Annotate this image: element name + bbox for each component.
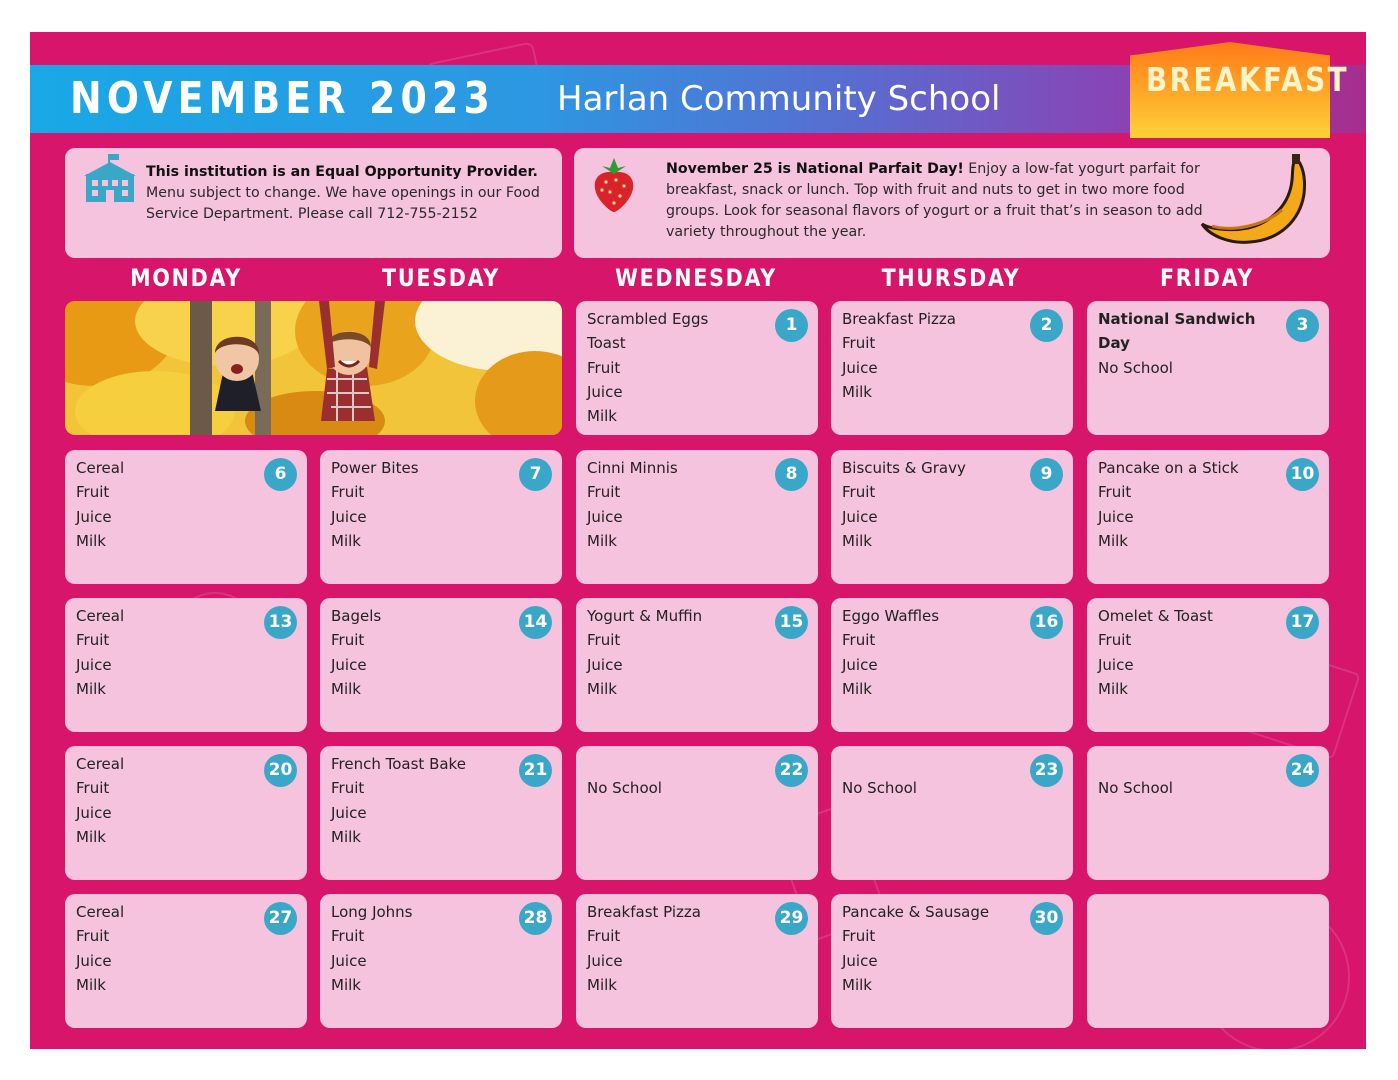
autumn-kids-illustration bbox=[65, 301, 562, 435]
date-number: 27 bbox=[264, 902, 297, 935]
menu-calendar-sheet bbox=[30, 32, 1366, 1049]
menu-item: Fruit bbox=[587, 483, 621, 502]
date-number: 8 bbox=[775, 458, 808, 491]
day-cell-empty bbox=[1087, 894, 1329, 1028]
menu-item: Fruit bbox=[842, 334, 876, 353]
menu-item: No School bbox=[842, 779, 917, 798]
month-title: NOVEMBER 2023 bbox=[70, 73, 496, 124]
day-menu bbox=[842, 604, 1027, 701]
day-menu bbox=[1098, 456, 1283, 553]
equal-opportunity-body: Menu subject to change. We have openings in our Food Service Department. Please call 712-755-2152 bbox=[146, 185, 540, 222]
day-menu bbox=[331, 456, 516, 553]
day-cell-27 bbox=[65, 894, 307, 1028]
day-menu bbox=[587, 900, 772, 997]
date-number: 1 bbox=[775, 309, 808, 342]
menu-item: Juice bbox=[842, 951, 878, 970]
banana-icon bbox=[1198, 154, 1310, 246]
menu-item: Juice bbox=[587, 507, 623, 526]
menu-item: Fruit bbox=[331, 631, 365, 650]
event-title: National Sandwich Day bbox=[1098, 310, 1256, 353]
menu-item: Omelet & Toast bbox=[1098, 607, 1213, 625]
menu-item: Biscuits & Gravy bbox=[842, 459, 966, 477]
menu-item: Juice bbox=[1098, 507, 1134, 526]
menu-item: No School bbox=[1098, 779, 1173, 798]
day-cell-22 bbox=[576, 746, 818, 880]
menu-item: Juice bbox=[842, 655, 878, 674]
menu-item: Cereal bbox=[76, 755, 125, 773]
day-cell-29 bbox=[576, 894, 818, 1028]
schoolhouse-icon bbox=[82, 154, 138, 204]
menu-item: Pancake & Sausage bbox=[842, 903, 990, 921]
menu-item: Breakfast Pizza bbox=[842, 310, 956, 328]
day-menu bbox=[587, 456, 772, 553]
menu-item: Fruit bbox=[842, 927, 876, 946]
menu-item: Milk bbox=[842, 975, 872, 994]
day-menu bbox=[842, 307, 1027, 404]
menu-item: Juice bbox=[76, 507, 112, 526]
parfait-day-notice bbox=[574, 148, 1330, 258]
menu-item: Juice bbox=[331, 507, 367, 526]
date-number: 10 bbox=[1286, 458, 1319, 491]
menu-item: Juice bbox=[331, 803, 367, 822]
day-menu bbox=[842, 456, 1027, 553]
day-menu bbox=[587, 752, 772, 801]
menu-item: Milk bbox=[76, 679, 106, 698]
day-menu bbox=[1098, 604, 1283, 701]
menu-item: Juice bbox=[331, 951, 367, 970]
day-header-friday: FRIDAY bbox=[1159, 264, 1255, 292]
strawberry-icon bbox=[586, 156, 642, 214]
school-name: Harlan Community School bbox=[557, 79, 1001, 119]
day-cell-8 bbox=[576, 450, 818, 584]
menu-item: Cereal bbox=[76, 459, 125, 477]
autumn-kids-photo bbox=[65, 301, 562, 435]
menu-item: Fruit bbox=[76, 927, 110, 946]
menu-item: Milk bbox=[76, 531, 106, 550]
menu-item: Milk bbox=[587, 679, 617, 698]
menu-item: Fruit bbox=[587, 358, 621, 377]
day-menu bbox=[1098, 752, 1283, 801]
menu-item: Toast bbox=[587, 334, 626, 353]
menu-item: No School bbox=[1098, 358, 1173, 377]
day-cell-15 bbox=[576, 598, 818, 732]
menu-item: Fruit bbox=[76, 483, 110, 502]
menu-item: Fruit bbox=[76, 779, 110, 798]
date-number: 6 bbox=[264, 458, 297, 491]
day-header-tuesday: TUESDAY bbox=[382, 264, 500, 292]
day-cell-10 bbox=[1087, 450, 1329, 584]
menu-item bbox=[842, 752, 1027, 776]
day-cell-21 bbox=[320, 746, 562, 880]
menu-item: Milk bbox=[587, 407, 617, 426]
day-cell-24 bbox=[1087, 746, 1329, 880]
menu-item: Fruit bbox=[1098, 631, 1132, 650]
day-cell-1 bbox=[576, 301, 818, 435]
day-header-monday: MONDAY bbox=[130, 264, 242, 292]
date-number: 7 bbox=[519, 458, 552, 491]
day-menu bbox=[76, 604, 261, 701]
day-cell-30 bbox=[831, 894, 1073, 1028]
day-cell-17 bbox=[1087, 598, 1329, 732]
menu-item: Milk bbox=[587, 531, 617, 550]
menu-item: Milk bbox=[842, 382, 872, 401]
menu-item: Milk bbox=[842, 679, 872, 698]
day-header-thursday: THURSDAY bbox=[881, 264, 1021, 292]
menu-item: Cereal bbox=[76, 903, 125, 921]
menu-item: Cereal bbox=[76, 607, 125, 625]
equal-opportunity-bold: This institution is an Equal Opportunity Provider. bbox=[146, 164, 538, 180]
menu-item: Milk bbox=[1098, 531, 1128, 550]
menu-item: Scrambled Eggs bbox=[587, 310, 709, 328]
day-menu bbox=[587, 307, 772, 428]
menu-item: Juice bbox=[842, 507, 878, 526]
day-header-wednesday: WEDNESDAY bbox=[615, 264, 777, 292]
menu-item: Juice bbox=[587, 382, 623, 401]
menu-item: Milk bbox=[587, 975, 617, 994]
date-number: 28 bbox=[519, 902, 552, 935]
date-number: 24 bbox=[1286, 754, 1319, 787]
menu-item: Milk bbox=[331, 531, 361, 550]
day-cell-28 bbox=[320, 894, 562, 1028]
day-menu bbox=[331, 752, 516, 849]
day-menu bbox=[76, 900, 261, 997]
menu-item: Juice bbox=[587, 655, 623, 674]
date-number: 23 bbox=[1030, 754, 1063, 787]
day-cell-14 bbox=[320, 598, 562, 732]
menu-item: No School bbox=[587, 779, 662, 798]
menu-item: Fruit bbox=[842, 483, 876, 502]
day-cell-2 bbox=[831, 301, 1073, 435]
day-cell-16 bbox=[831, 598, 1073, 732]
parfait-day-text bbox=[666, 159, 1221, 243]
menu-item: Fruit bbox=[1098, 483, 1132, 502]
menu-item: Breakfast Pizza bbox=[587, 903, 701, 921]
menu-item: Juice bbox=[331, 655, 367, 674]
menu-item: Power Bites bbox=[331, 459, 419, 477]
menu-item: Milk bbox=[842, 531, 872, 550]
day-menu bbox=[331, 604, 516, 701]
menu-item: Eggo Waffles bbox=[842, 607, 940, 625]
menu-item bbox=[587, 752, 772, 776]
menu-item: Milk bbox=[331, 975, 361, 994]
menu-item: Juice bbox=[587, 951, 623, 970]
day-menu bbox=[842, 900, 1027, 997]
date-number: 2 bbox=[1030, 309, 1063, 342]
menu-item: Fruit bbox=[587, 927, 621, 946]
date-number: 15 bbox=[775, 606, 808, 639]
menu-item: Pancake on a Stick bbox=[1098, 459, 1239, 477]
menu-item: Juice bbox=[76, 803, 112, 822]
menu-item: Juice bbox=[76, 951, 112, 970]
date-number: 21 bbox=[519, 754, 552, 787]
menu-item: French Toast Bake bbox=[331, 755, 466, 773]
day-cell-6 bbox=[65, 450, 307, 584]
date-number: 22 bbox=[775, 754, 808, 787]
equal-opportunity-text bbox=[146, 162, 546, 225]
breakfast-badge-label: BREAKFAST bbox=[1146, 60, 1350, 99]
day-menu bbox=[76, 752, 261, 849]
menu-item: Bagels bbox=[331, 607, 382, 625]
menu-item: Fruit bbox=[842, 631, 876, 650]
date-number: 29 bbox=[775, 902, 808, 935]
date-number: 9 bbox=[1030, 458, 1063, 491]
day-menu bbox=[76, 456, 261, 553]
date-number: 13 bbox=[264, 606, 297, 639]
menu-item: Milk bbox=[331, 679, 361, 698]
day-cell-13 bbox=[65, 598, 307, 732]
menu-item: Yogurt & Muffin bbox=[587, 607, 703, 625]
day-cell-20 bbox=[65, 746, 307, 880]
menu-item: Juice bbox=[76, 655, 112, 674]
menu-item: Long Johns bbox=[331, 903, 413, 921]
menu-item: Fruit bbox=[331, 779, 365, 798]
date-number: 17 bbox=[1286, 606, 1319, 639]
menu-item: Fruit bbox=[331, 483, 365, 502]
date-number: 3 bbox=[1286, 309, 1319, 342]
date-number: 16 bbox=[1030, 606, 1063, 639]
day-cell-9 bbox=[831, 450, 1073, 584]
menu-item: Milk bbox=[76, 975, 106, 994]
date-number: 30 bbox=[1030, 902, 1063, 935]
parfait-day-body: Enjoy a low-fat yogurt parfait for breakfast, snack or lunch. Top with fruit and nuts to get in two more food groups. Look for seasonal flavors of yogurt or a fruit that’s in season to add variety throughout the year. bbox=[666, 161, 1203, 240]
menu-item: Juice bbox=[1098, 655, 1134, 674]
date-number: 20 bbox=[264, 754, 297, 787]
day-cell-7 bbox=[320, 450, 562, 584]
menu-item: Fruit bbox=[76, 631, 110, 650]
equal-opportunity-notice bbox=[65, 148, 562, 258]
parfait-day-bold: November 25 is National Parfait Day! bbox=[666, 161, 964, 177]
menu-item: Juice bbox=[842, 358, 878, 377]
day-menu bbox=[331, 900, 516, 997]
menu-item: Fruit bbox=[331, 927, 365, 946]
menu-item: Fruit bbox=[587, 631, 621, 650]
day-menu bbox=[1098, 307, 1268, 380]
day-cell-3 bbox=[1087, 301, 1329, 435]
menu-item bbox=[1098, 752, 1283, 776]
menu-item: Milk bbox=[331, 827, 361, 846]
menu-item: Milk bbox=[76, 827, 106, 846]
day-menu bbox=[587, 604, 772, 701]
day-cell-23 bbox=[831, 746, 1073, 880]
menu-item: Cinni Minnis bbox=[587, 459, 678, 477]
date-number: 14 bbox=[519, 606, 552, 639]
day-menu bbox=[842, 752, 1027, 801]
menu-item: Milk bbox=[1098, 679, 1128, 698]
